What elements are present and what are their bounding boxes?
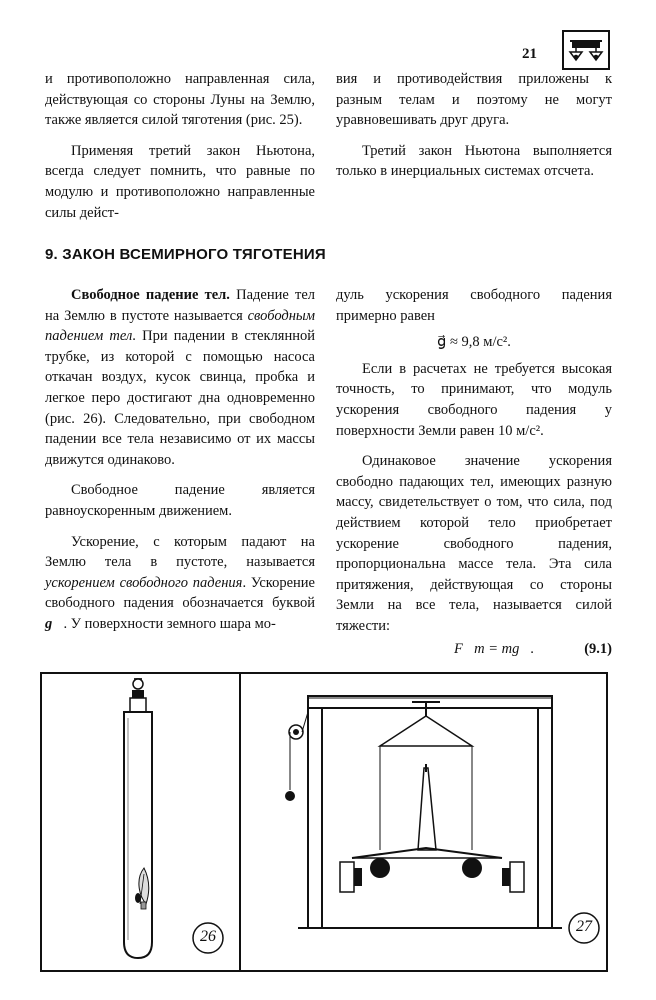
text-run: . Ускорение свободного падения обозначается буквой	[45, 574, 315, 612]
paragraph: Одинаковое значение ускорения свободно падающих тел, имеющих разную массу, свидетельствует о том, что сила, под действием которой тело приобретает ускорение свободного падения, пропорциональна массе тела. Эта сила притяжения, действующая со стороны Земли на все тела, называется силой тяжести:	[336, 453, 612, 634]
figure-illustrations	[40, 672, 608, 972]
paragraph: вия и противодействия приложены к разным телам и поэтому не могут уравновешивать друг друга.	[336, 71, 612, 129]
paragraph: Применяя третий закон Ньютона, всегда следует помнить, что равные по модулю и противоположно направленные силы дейст-	[45, 142, 315, 221]
text-run: . При падении в стеклянной трубке, из которой с помощью насоса откачан воздух, кусок свинца, пробка и легкое перо достигают дна одновременно (рис. 26). Следовательно, при свободном падении все тела независимо от их массы движутся одинаково.	[45, 328, 316, 468]
text-run: Падение тел на Землю в пустоте называется	[45, 287, 315, 324]
term: свободным падением тел	[45, 307, 315, 345]
paragraph	[45, 285, 315, 470]
top-right-column	[336, 69, 612, 182]
balance-icon	[562, 30, 610, 70]
figure-27-label: 27	[576, 918, 592, 935]
paragraph: и противоположно направленная сила, действующая со стороны Луны на Землю, также является силой тяготения (рис. 25).	[45, 71, 315, 129]
top-left-column	[45, 69, 315, 223]
section-heading: 9. ЗАКОН ВСЕМИРНОГО ТЯГОТЕНИЯ	[45, 246, 326, 263]
paragraph: Свободное падение является равноускоренным движением.	[45, 482, 315, 519]
symbol: g⃗	[45, 615, 64, 632]
formula-number: (9.1)	[584, 640, 612, 657]
right-column	[336, 285, 612, 659]
paragraph: Третий закон Ньютона выполняется только в инерциальных системах отсчета.	[336, 142, 612, 180]
glass-tube-illustration	[124, 678, 152, 958]
formula: F⃗т = mg⃗.	[454, 640, 535, 657]
page-number: 21	[522, 46, 537, 62]
paragraph: дуль ускорения свободного падения примерно равен	[336, 287, 612, 324]
term: ускорением свободного падения	[45, 574, 243, 591]
paragraph: Если в расчетах не требуется высокая точность, то принимают, что модуль ускорения свободного падения у поверхности Земли равен 10 м/с².	[336, 360, 612, 439]
figure-26-label: 26	[200, 928, 216, 945]
formula-line	[336, 639, 612, 660]
text-run: Ускорение, с которым падают на Землю тела в пустоте, называется	[45, 533, 315, 571]
paragraph	[45, 532, 315, 635]
figures-panel	[40, 672, 608, 972]
left-column	[45, 285, 315, 635]
paragraph-lead: Свободное падение тел.	[71, 287, 230, 303]
formula: g⃗ ≈ 9,8 м/с².	[437, 334, 511, 351]
text-run: . У поверхности земного шара мо-	[63, 615, 276, 632]
